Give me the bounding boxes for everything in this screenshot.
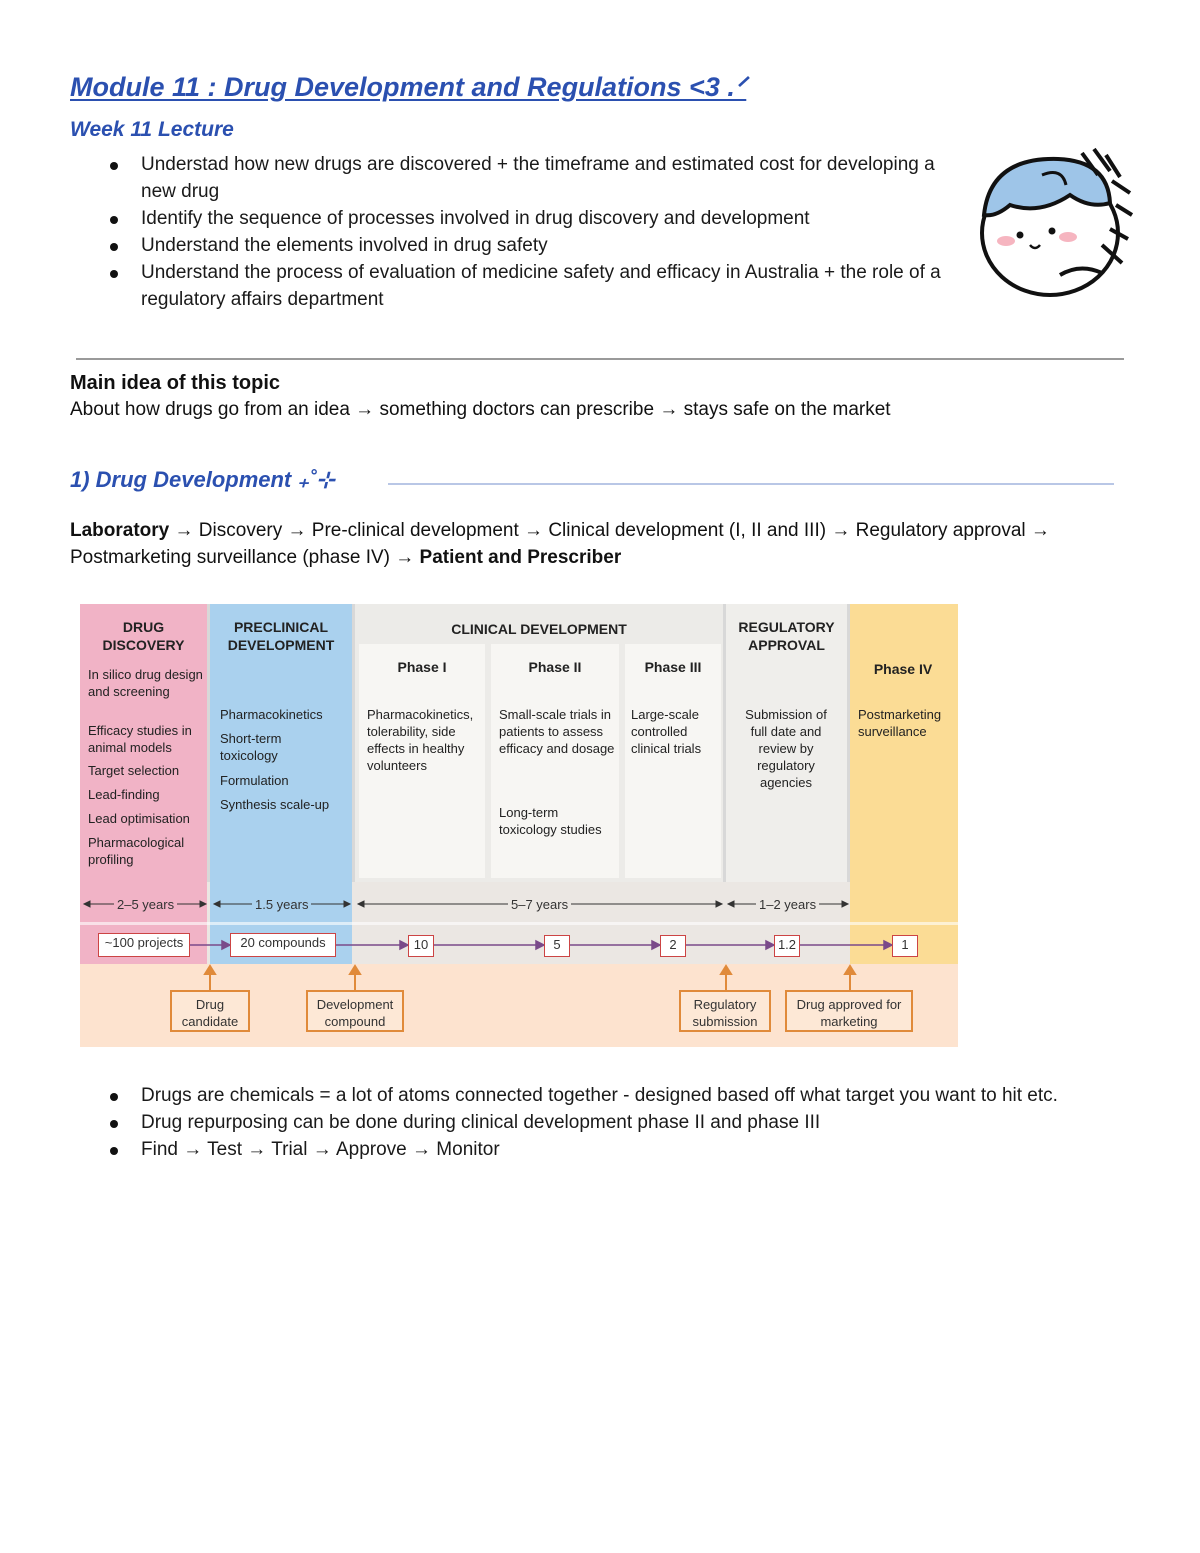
- phase3-panel: [625, 644, 721, 878]
- phase1-text: Pharmacokinetics, tolerability, side effects in healthy volunteers: [367, 707, 474, 773]
- discovery-item: Target selection: [88, 763, 180, 778]
- list-item: Drugs are chemicals = a lot of atoms connected together - designed based off what target you want to hit etc.: [70, 1082, 1140, 1109]
- phase2-text: Small-scale trials in patients to assess efficacy and dosage: [499, 707, 615, 756]
- discovery-heading: DRUG DISCOVERY: [102, 619, 185, 653]
- preclinical-column: [210, 604, 355, 882]
- list-item: Identify the sequence of processes involved in drug discovery and development: [70, 205, 950, 232]
- milestone-drug-approved: Drug approved for marketing: [785, 990, 913, 1032]
- regulatory-text: Submission of full date and review by regulatory agencies: [745, 707, 827, 790]
- discovery-column: [80, 604, 210, 882]
- flow-start: Laboratory: [70, 520, 170, 541]
- objectives-list: [70, 151, 950, 313]
- main-idea-heading: Main idea of this topic: [70, 372, 281, 394]
- milestone-regulatory-submission: Regulatory submission: [679, 990, 771, 1032]
- preclinical-heading: PRECLINICAL DEVELOPMENT: [227, 619, 335, 653]
- clinical-heading: CLINICAL DEVELOPMENT: [451, 621, 627, 637]
- discovery-years: 2–5 years: [114, 897, 177, 912]
- clinical-column: [355, 604, 726, 882]
- preclinical-years: 1.5 years: [252, 897, 311, 912]
- phase1-panel: [359, 644, 485, 878]
- main-idea-text: About how drugs go from an idea → something doctors can prescribe → stays safe on the market: [70, 399, 891, 420]
- list-item: Understand the elements involved in drug safety: [70, 232, 950, 259]
- discovery-item: Lead-finding: [88, 787, 160, 802]
- page-title: Module 11 : Drug Development and Regulations <3 .ᐟ: [70, 72, 747, 102]
- flow-end: Patient and Prescriber: [419, 547, 622, 568]
- list-item: Understand the process of evaluation of medicine safety and efficacy in Australia + the role of a regulatory affairs department: [70, 259, 950, 313]
- phase4-heading: Phase IV: [873, 661, 933, 677]
- list-item: Understad how new drugs are discovered + the timeframe and estimated cost for developing a new drug: [70, 151, 950, 205]
- preclinical-item: Formulation: [220, 773, 289, 788]
- count-box-phase4: 1: [892, 935, 918, 957]
- flow-middle: → Discovery → Pre-clinical development → Clinical development (I, II and III) → Regulatory approval → Postmarketing surveillance (phase IV) →: [70, 520, 1050, 568]
- discovery-item: Pharmacological profiling: [88, 835, 185, 867]
- milestone-drug-candidate: Drug candidate: [170, 990, 250, 1032]
- preclinical-item: Short-term toxicology: [220, 731, 282, 763]
- preclinical-item: Synthesis scale-up: [220, 797, 330, 812]
- discovery-item: In silico drug design and screening: [88, 667, 203, 699]
- list-item: Find → Test → Trial → Approve → Monitor: [70, 1136, 1140, 1163]
- count-box-discovery: ~100 projects: [98, 933, 190, 957]
- count-box-preclinical: 20 compounds: [230, 933, 336, 957]
- phase2-heading: Phase II: [528, 659, 582, 675]
- notes-list: [70, 1082, 1140, 1163]
- phase3-heading: Phase III: [644, 659, 702, 675]
- timeline-arrows: [80, 882, 958, 964]
- section-divider: [388, 483, 1114, 485]
- phase4-text: Postmarketing surveillance: [858, 707, 942, 739]
- count-box-phase2: 5: [544, 935, 570, 957]
- mascot-sticker: [970, 145, 1135, 305]
- count-box-regulatory: 1.2: [774, 935, 800, 957]
- milestone-development-compound: Development compound: [306, 990, 404, 1032]
- list-item: Drug repurposing can be done during clinical development phase II and phase III: [70, 1109, 1140, 1136]
- clinical-years: 5–7 years: [508, 897, 571, 912]
- process-flow: [70, 517, 1130, 571]
- drug-development-diagram: [80, 604, 958, 1047]
- discovery-item: Lead optimisation: [88, 811, 190, 826]
- preclinical-item: Pharmacokinetics: [220, 707, 323, 722]
- phase2-text2: Long-term toxicology studies: [499, 805, 602, 837]
- count-box-phase3: 2: [660, 935, 686, 957]
- section-heading: 1) Drug Development ₊˚⊹: [70, 467, 335, 492]
- page-subtitle: Week 11 Lecture: [70, 118, 234, 141]
- divider: [76, 358, 1124, 360]
- count-box-phase1: 10: [408, 935, 434, 957]
- phase3-text: Large-scale controlled clinical trials: [631, 707, 702, 756]
- regulatory-years: 1–2 years: [756, 897, 819, 912]
- regulatory-heading: REGULATORY APPROVAL: [738, 619, 835, 653]
- phase4-column: [850, 604, 958, 882]
- discovery-item: Efficacy studies in animal models: [88, 723, 192, 755]
- phase1-heading: Phase I: [397, 659, 447, 675]
- regulatory-column: [726, 604, 850, 882]
- phase2-panel: [491, 644, 619, 878]
